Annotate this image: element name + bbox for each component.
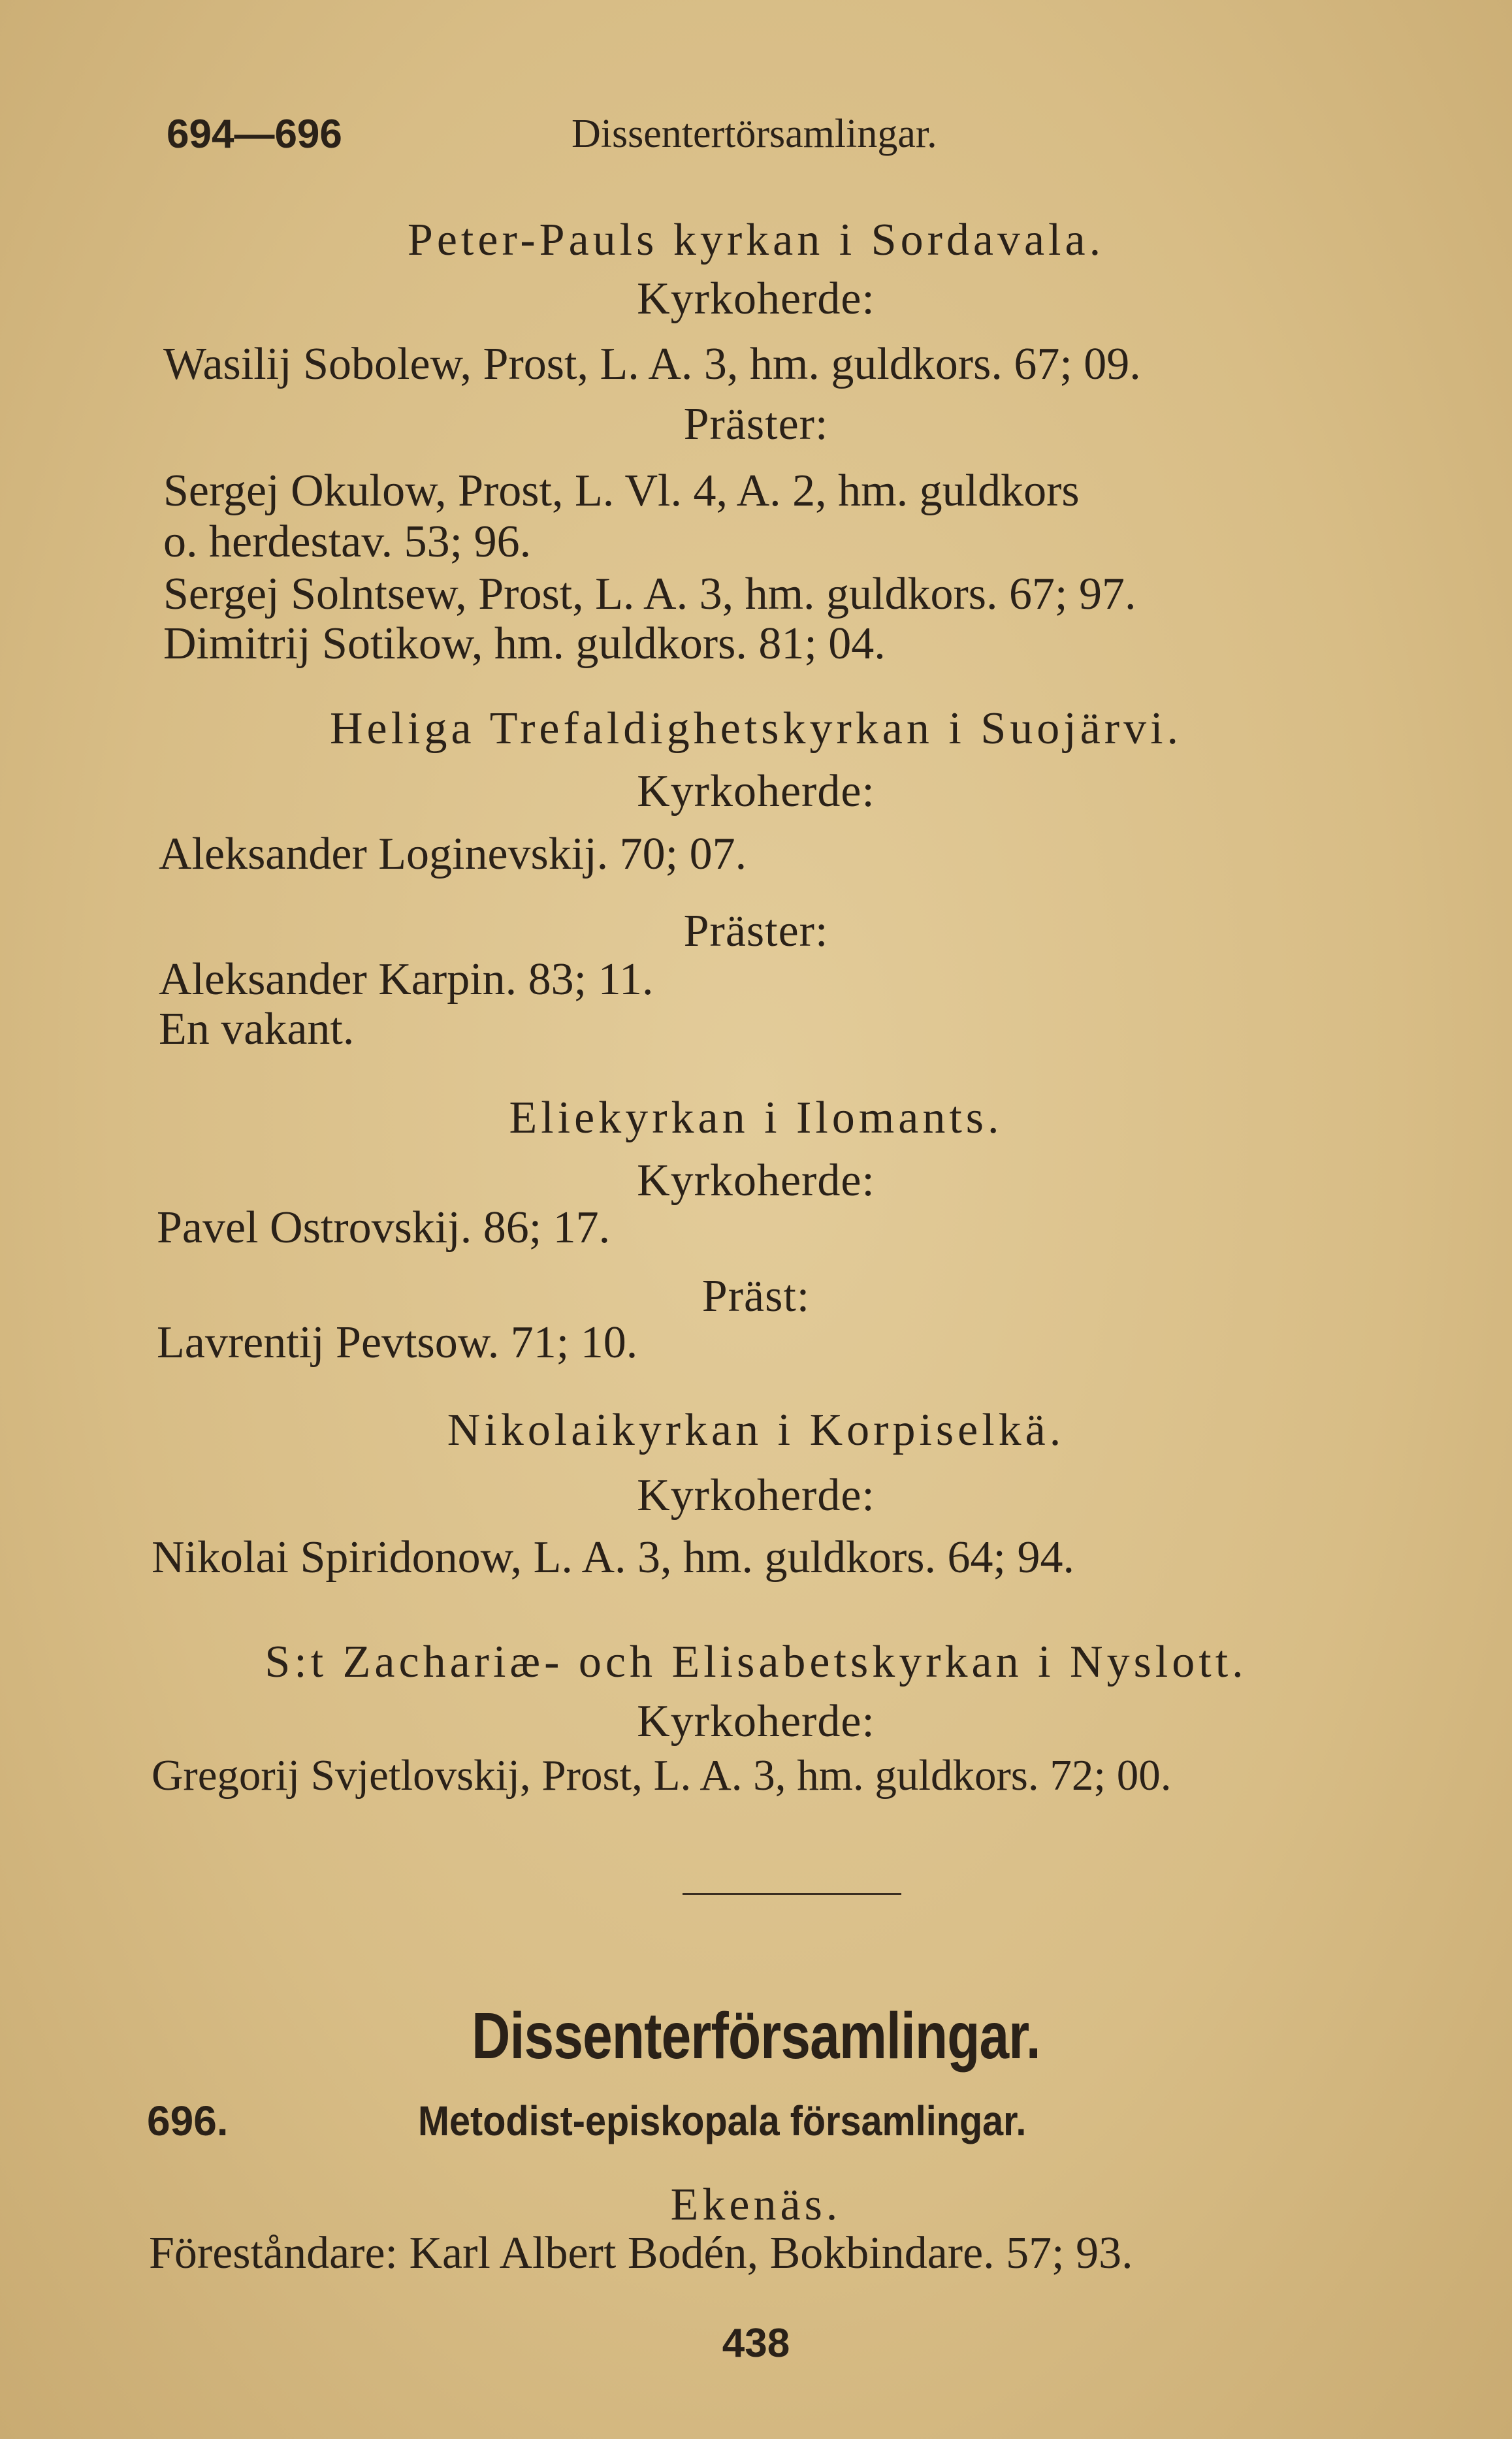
running-head-page-range: 694—696	[167, 112, 342, 157]
role-label: Kyrkoherde:	[637, 1696, 875, 1747]
role-label: Präster:	[683, 399, 829, 449]
role-label: Präster:	[683, 906, 829, 956]
place-heading: Ekenäs.	[670, 2180, 842, 2230]
church-heading: S:t Zachariæ- och Elisabetskyrkan i Nyslott.	[265, 1637, 1247, 1687]
clergy-entry: Dimitrij Sotikow, hm. guldkors. 81; 04.	[163, 619, 886, 669]
clergy-entry: Lavrentij Pevtsow. 71; 10.	[157, 1317, 638, 1368]
section-number: 696.	[147, 2097, 229, 2144]
clergy-entry: Aleksander Karpin. 83; 11.	[159, 954, 654, 1005]
role-label: Kyrkoherde:	[637, 274, 875, 324]
clergy-entry: Nikolai Spiridonow, L. A. 3, hm. guldkors. 64; 94.	[152, 1532, 1074, 1583]
section-divider	[683, 1893, 901, 1895]
church-heading: Heliga Trefaldighetskyrkan i Suojärvi.	[329, 703, 1183, 754]
main-heading: Dissenterförsamlingar.	[472, 1999, 1040, 2073]
role-label: Präst:	[701, 1271, 811, 1321]
role-label: Kyrkoherde:	[637, 1470, 875, 1521]
clergy-entry: En vakant.	[159, 1004, 355, 1054]
clergy-entry: Sergej Okulow, Prost, L. Vl. 4, A. 2, hm. guldkors	[163, 466, 1080, 516]
role-label: Kyrkoherde:	[637, 766, 875, 816]
clergy-entry: Aleksander Loginevskij. 70; 07.	[159, 829, 747, 879]
clergy-entry: Pavel Ostrovskij. 86; 17.	[157, 1203, 611, 1253]
leader-entry: Föreståndare: Karl Albert Bodén, Bokbindare. 57; 93.	[149, 2228, 1133, 2278]
role-label: Kyrkoherde:	[637, 1155, 875, 1206]
clergy-entry: Sergej Solntsew, Prost, L. A. 3, hm. guldkors. 67; 97.	[163, 569, 1136, 619]
running-head	[167, 111, 937, 158]
church-heading: Nikolaikyrkan i Korpiselkä.	[447, 1405, 1065, 1455]
clergy-entry: Gregorij Svjetlovskij, Prost, L. A. 3, hm. guldkors. 72; 00.	[152, 1751, 1172, 1800]
church-heading: Eliekyrkan i Ilomants.	[509, 1093, 1003, 1143]
clergy-entry: o. herdestav. 53; 96.	[163, 517, 532, 567]
running-head-title: Dissentertörsamlingar.	[571, 112, 937, 156]
section-title: Metodist-episkopala församlingar.	[418, 2097, 1027, 2144]
page-number: 438	[722, 2321, 790, 2366]
church-heading: Peter-Pauls kyrkan i Sordavala.	[407, 215, 1105, 265]
clergy-entry: Wasilij Sobolew, Prost, L. A. 3, hm. guldkors. 67; 09.	[163, 339, 1141, 389]
